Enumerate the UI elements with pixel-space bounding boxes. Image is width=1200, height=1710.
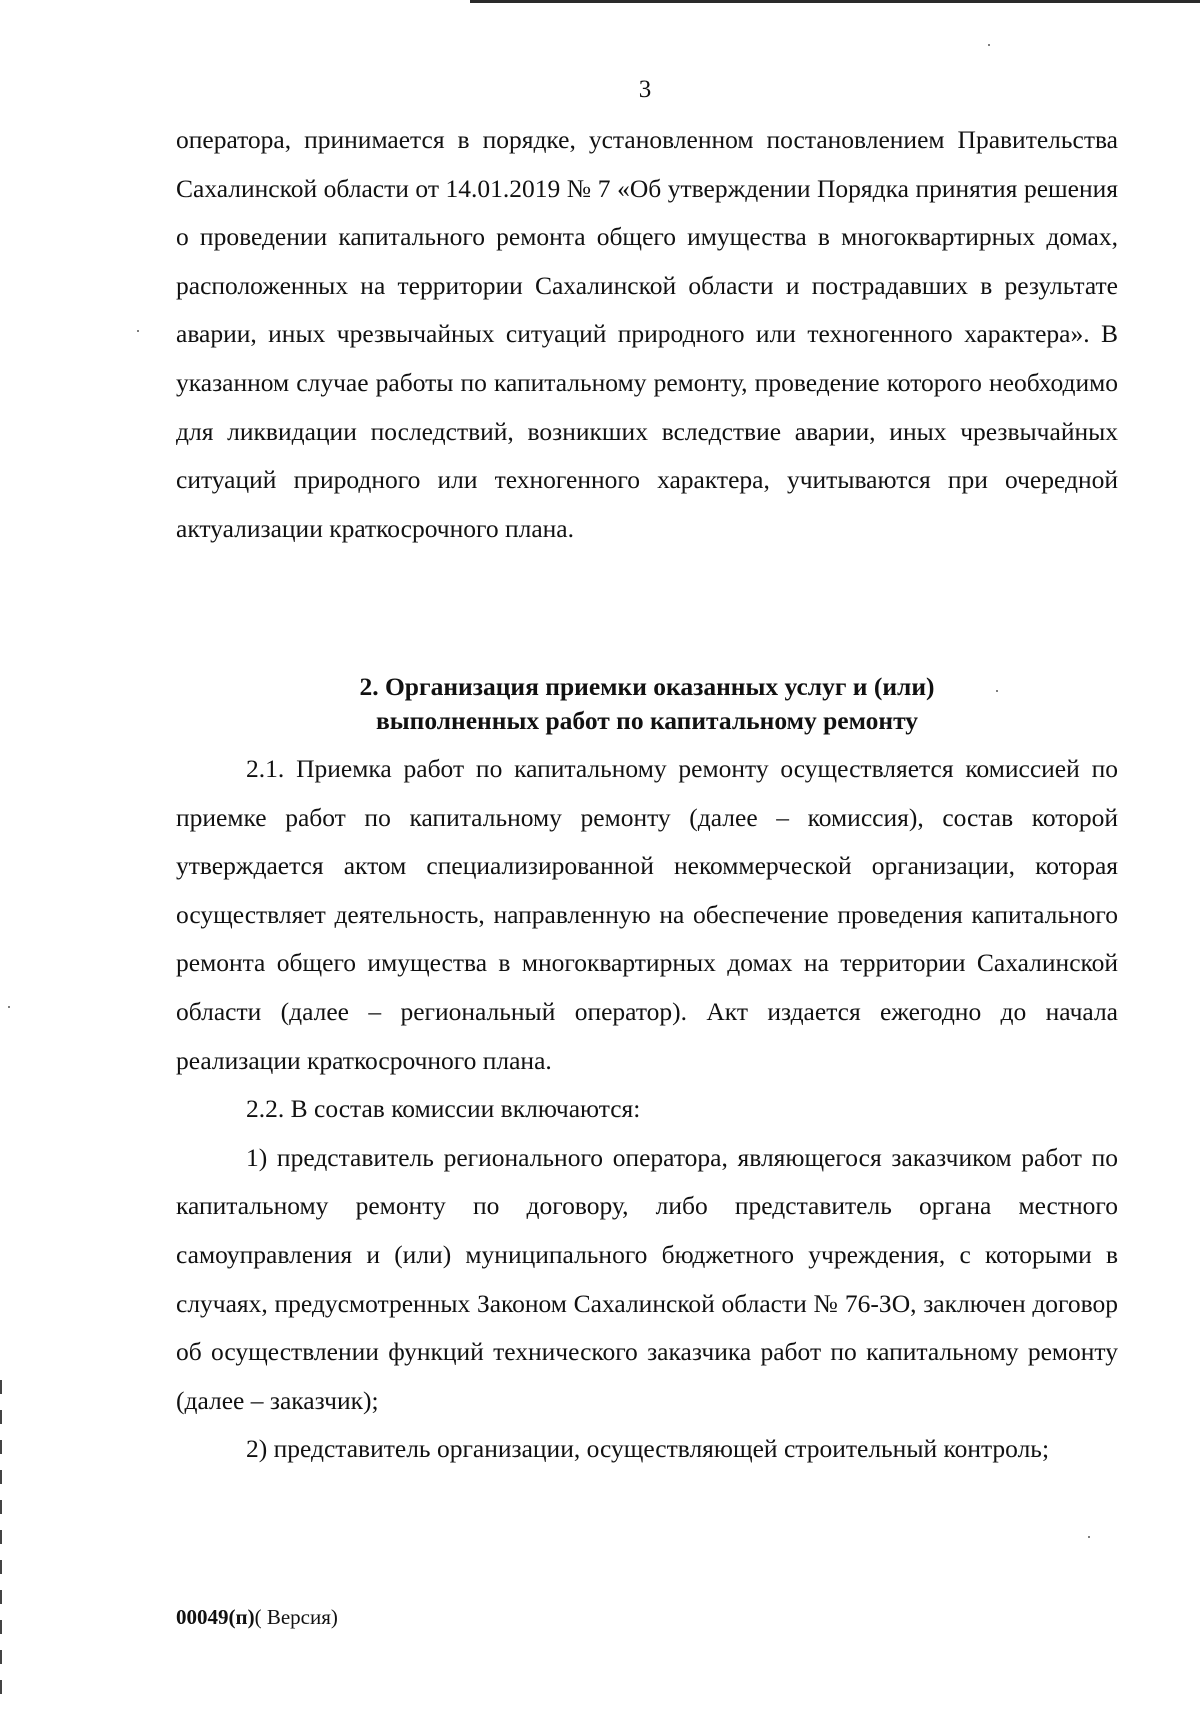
scan-margin-marks <box>0 1380 2 1710</box>
list-item-2: 2) представитель организации, осуществляющей строительный контроль; <box>246 1434 1050 1464</box>
section-heading <box>176 670 1118 738</box>
scan-speck <box>996 690 998 692</box>
section-heading-line-1: 2. Организация приемки оказанных услуг и (или) <box>359 672 935 701</box>
intro-paragraph: оператора, принимается в порядке, установленном постановлением Правительства Сахалинской области от 14.01.2019 № 7 «Об утверждении Порядка принятия решения о проведении капитального ремонта общего имущества в многоквартирных домах, расположенных на территории Сахалинской области и пострадавших в результате аварии, иных чрезвычайных ситуаций природного или техногенного характера». В указанном случае работы по капитальному ремонту, проведение которого необходимо для ликвидации последствий, возникших вследствие аварии, иных чрезвычайных ситуаций природного или техногенного характера, учитываются при очередной актуализации краткосрочного плана. <box>176 125 1118 543</box>
scan-speck <box>8 1006 10 1008</box>
footer-code: 00049(п) <box>176 1605 255 1629</box>
section-heading-line-2: выполненных работ по капитальному ремонту <box>375 706 919 735</box>
scan-speck <box>988 44 990 46</box>
document-footer <box>176 1605 338 1630</box>
intro-text-block <box>176 116 1118 553</box>
scan-speck <box>1088 1536 1090 1538</box>
list-item-1: 1) представитель регионального оператора, являющегося заказчиком работ по капитальному ремонту по договору, либо представитель органа местного самоуправления и (или) муниципального бюджетного учреждения, с которыми в случаях, предусмотренных Законом Сахалинской области № 76-ЗО, заключен договор об осуществлении функций технического заказчика работ по капитальному ремонту (далее – заказчик); <box>176 1142 1118 1415</box>
footer-version: ( Версия) <box>254 1605 338 1629</box>
paragraph-2-1: 2.1. Приемка работ по капитальному ремонту осуществляется комиссией по приемке работ по капитальному ремонту (далее – комиссия), состав которой утверждается актом специализированной некоммерческой организации, которая осуществляет деятельность, направленную на обеспечение проведения капитального ремонта общего имущества в многоквартирных домах на территории Сахалинской области (далее – региональный оператор). Акт издается ежегодно до начала реализации краткосрочного плана. <box>176 754 1118 1075</box>
page-number: 3 <box>638 76 652 103</box>
top-scan-rule <box>470 0 1200 3</box>
scan-speck <box>137 330 139 332</box>
paragraph-2-2: 2.2. В состав комиссии включаются: <box>246 1094 641 1124</box>
section-body <box>176 745 1118 1474</box>
